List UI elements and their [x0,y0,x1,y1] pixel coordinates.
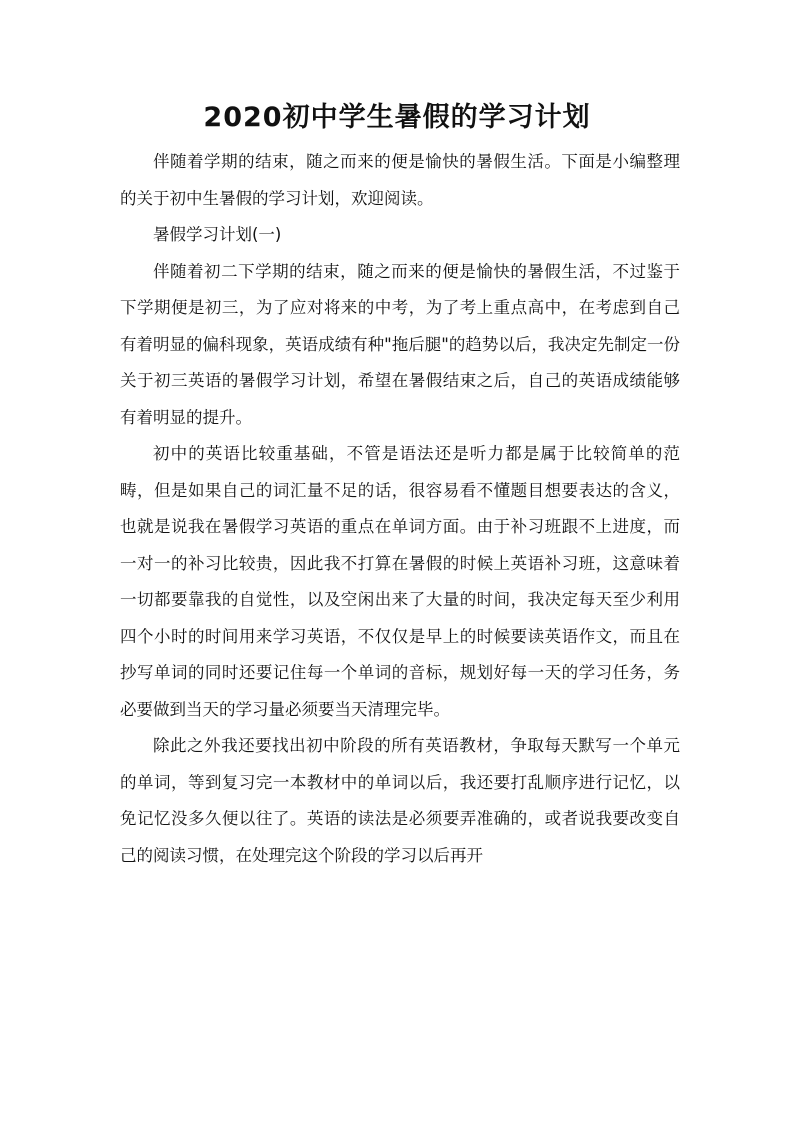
paragraph-intro: 伴随着学期的结束，随之而来的便是愉快的暑假生活。下面是小编整理的关于初中生暑假的学习计划，欢迎阅读。 [120,152,680,208]
paragraph: 伴随着初二下学期的结束，随之而来的便是愉快的暑假生活，不过鉴于下学期便是初三，为了应对将来的中考，为了考上重点高中，在考虑到自己有着明显的偏科现象，英语成绩有种"拖后腿"的趋势以后，我决定先制定一份关于初三英语的暑假学习计划，希望在暑假结束之后，自己的英语成绩能够有着明显的提升。 [120,261,680,427]
document-title: 2020初中学生暑假的学习计划 [203,102,591,133]
section-heading: 暑假学习计划(一) [153,225,282,244]
paragraph: 初中的英语比较重基础，不管是语法还是听力都是属于比较简单的范畴，但是如果自己的词汇量不足的话，很容易看不懂题目想要表达的含义，也就是说我在暑假学习英语的重点在单词方面。由于补习班跟不上进度，而一对一的补习比较贵，因此我不打算在暑假的时候上英语补习班，这意味着一切都要靠我的自觉性，以及空闲出来了大量的时间，我决定每天至少利用四个小时的时间用来学习英语，不仅仅是早上的时候要读英语作文，而且在抄写单词的同时还要记住每一个单词的音标，规划好每一天的学习任务，务必要做到当天的学习量必须要当天清理完毕。 [120,444,680,719]
document-body [120,144,680,874]
paragraph: 除此之外我还要找出初中阶段的所有英语教材，争取每天默写一个单元的单词，等到复习完一本教材中的单词以后，我还要打乱顺序进行记忆，以免记忆没多久便以往了。英语的读法是必须要弄准确的，或者说我要改变自己的阅读习惯，在处理完这个阶段的学习以后再开 [120,736,680,865]
